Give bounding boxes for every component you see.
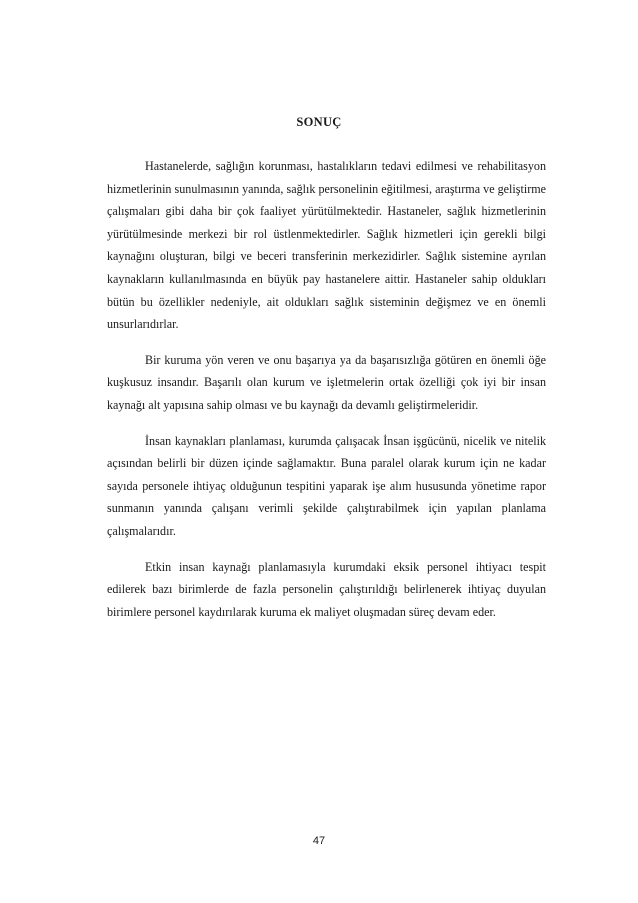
section-title: SONUÇ (296, 115, 342, 129)
paragraph-effective-planning: Etkin insan kaynağı planlamasıyla kurumdaki eksik personel ihtiyacı tespit edilerek bazı birimlerde de fazla personelin çalıştırıldığı belirlenerek ihtiyaç duyulan birimlere personel kaydırılarak kuruma ek maliyet oluşmadan süreç devam eder. (107, 559, 546, 619)
page-number: 47 (312, 835, 326, 847)
paragraph-human-factor: Bir kuruma yön veren ve onu başarıya ya da başarısızlığa götüren en önemli öğe kuşkusuz insandır. Başarılı olan kurum ve işletmelerin ortak özelliği çok iyi bir insan kaynağı alt yapısına sahip olması ve bu kaynağı da devamlı geliştirmeleridir. (107, 352, 546, 412)
body-text (107, 155, 546, 636)
paragraph-hospitals: Hastanelerde, sağlığın korunması, hastalıkların tedavi edilmesi ve rehabilitasyon hizmetlerinin sunulmasının yanında, sağlık personelinin eğitilmesi, araştırma ve geliştirme çalışmaları gibi daha bir çok faaliyet yürütülmektedir. Hastaneler, sağlık hizmetlerinin yürütülmesinde merkezi bir rol üstlenmektedirler. Sağlık hizmetleri için gerekli bilgi kaynağını oluşturan, bilgi ve beceri transferinin merkezidirler. Sağlık sistemine ayrılan kaynakların kullanılmasında en büyük pay hastanelere aittir. Hastaneler sahip oldukları bütün bu özellikler nedeniyle, ait oldukları sağlık sisteminin değişmez ve en önemli unsurlarıdırlar. (107, 159, 546, 332)
paragraph-hr-planning: İnsan kaynakları planlaması, kurumda çalışacak İnsan işgücünü, nicelik ve nitelik açısından belirli bir düzen içinde sağlamaktır. Buna paralel olarak kurum için ne kadar sayıda personele ihtiyaç olduğunun tespitini yaparak işe alım hususunda yönetime rapor sunmanın yanında çalışanı verimli şekilde çalıştırabilmek için yapılan planlama çalışmalarıdır. (107, 433, 546, 538)
